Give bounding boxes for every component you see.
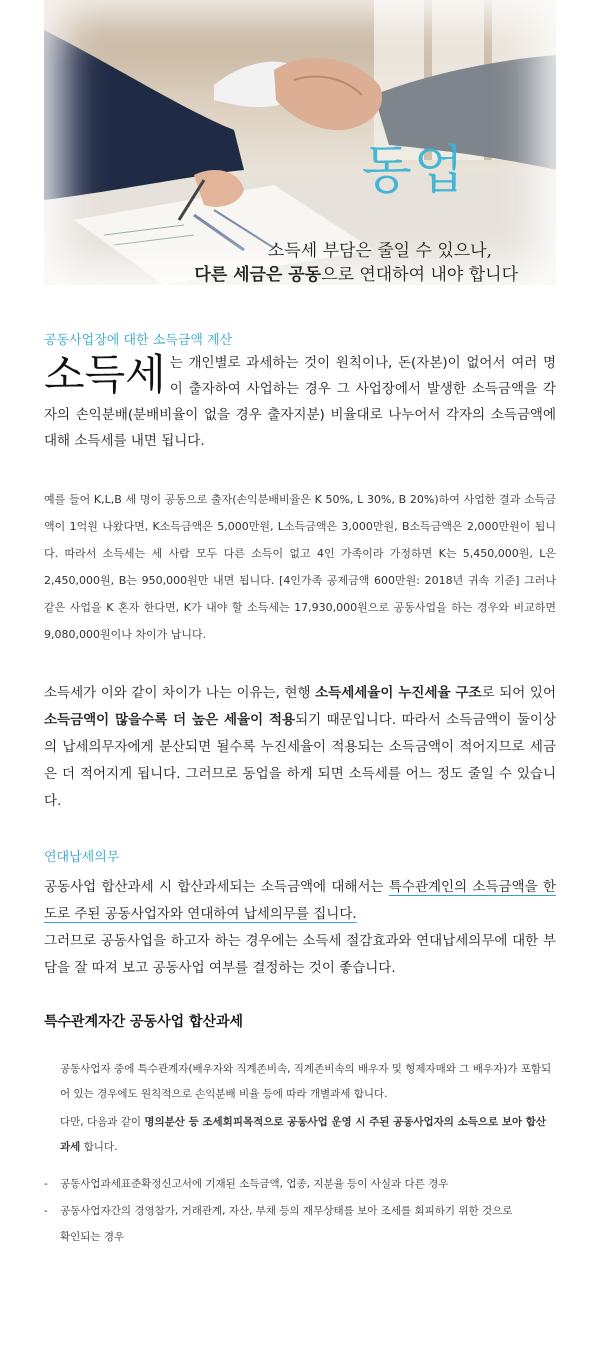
dropcap: 소득세 [44,350,166,399]
example-paragraph: 예를 들어 K,L,B 세 명이 공동으로 출자(손익분배비율은 K 50%, L 30%, B 20%)하여 사업한 결과 소득금액이 1억원 나왔다면, K소득금액은 5,000만원, L소득금액은 3,000만원, B소득금액은 2,000만원이 됩니다. 따라서 소득세는 세 사람 모두 다른 소득이 없고 4인 가족이라 가정하면 K는 5,450,000원, L은 2,450,000원, B는 950,000원만 내면 됩니다. [4인가족 공제금액 600만원: 2018년 귀속 기준] 그러나 같은 사업을 K 혼자 한다면, K가 내야 할 소득세는 17,930,000원으로 공동사업을 하는 경우와 비교하면 9,080,000원이나 차이가 납니다. [44,493,556,641]
reason-text-1: 소득세가 이와 같이 차이가 나는 이유는, 현행 [44,685,316,701]
joint-underlined-text: 특수관계인의 소득금액을 한도로 주된 공동사업자와 연대하여 납세의무를 집니다. [44,879,556,922]
note2-bold: 명의분산 등 조세회피목적으로 공동사업 운영 시 주된 공동사업자의 소득으로 보아 합산과세 [60,1116,547,1153]
hero-caption-line1: 소득세 부담은 줄일 수 있으나, [267,241,492,261]
bullet-dash: - [44,1178,48,1190]
hero-word: 동업 [361,141,466,201]
section-title-special-relation: 특수관계자간 공동사업 합산과세 [44,1014,244,1030]
bullet-text-1: 공동사업과세표준확정신고서에 기재된 소득금액, 업종, 지분율 등이 사실과 다른 경우 [60,1178,449,1190]
reason-paragraph [44,680,556,815]
hero-caption-bold: 다른 세금은 공동 [194,265,322,285]
bullet-dash: - [44,1205,48,1217]
joint-liability-paragraph-2: 그러므로 공동사업을 하고자 하는 경우에는 소득세 절감효과와 연대납세의무에 대한 부담을 잘 따져 보고 공동사업 여부를 결정하는 것이 좋습니다. [44,933,556,976]
section-title-joint-liability: 연대납세의무 [44,850,120,865]
bullet-text-2-cont: 확인되는 경우 [60,1231,125,1243]
hero-caption-line2 [44,260,556,285]
hero-banner [44,0,556,285]
note-paragraph-1: 공동사업자 중에 특수관계자(배우자와 직계존비속, 직계존비속의 배우자 및 형제자매와 그 배우자)가 포함되어 있는 경우에도 원칙적으로 손익분배 비율 등에 따라 개별과세 합니다. [60,1063,552,1100]
note2-end: 합니다. [80,1141,118,1153]
note-paragraph-2 [60,1110,556,1160]
section-title-income-calc: 공동사업장에 대한 소득금액 계산 [44,333,233,348]
bullet-text-2: 공동사업자간의 경영참가, 거래관계, 자산, 부채 등의 재무상태를 보아 조세를 회피하기 위한 것으로 [60,1205,513,1217]
bullet-item-2 [44,1198,556,1250]
bullet-item-1 [44,1171,556,1197]
reason-text-2: 로 되어 있어 [481,685,556,701]
hero-caption-rest: 으로 연대하여 내야 합니다 [321,265,518,285]
reason-bold-2: 소득금액이 많을수록 더 높은 세율이 적용 [44,712,296,728]
intro-paragraph [44,350,556,454]
joint-text: 공동사업 합산과세 시 합산과세되는 소득금액에 대해서는 [44,879,389,895]
reason-bold-1: 소득세세율이 누진세율 구조 [315,685,482,701]
reason-text-3: 되기 때문입니다. 따라서 소득금액이 둘이상의 납세의무자에게 분산되면 될수록 누진세율이 적용되는 소득금액이 적어지므로 세금은 더 적어지게 됩니다. 그러므로 동업을 하게 되면 소득세를 어느 정도 줄일 수 있습니다. [44,712,556,809]
intro-text: 는 개인별로 과세하는 것이 원칙이나, 돈(자본)이 없어서 여러 명이 출자하여 사업하는 경우 그 사업장에서 발생한 소득금액을 각자의 손익분배(분배비율이 없을 경우 출자지분) 비율대로 나누어서 각자의 소득금액에 대해 소득세를 내면 됩니다. [44,355,556,449]
joint-liability-paragraph-1 [44,874,556,928]
note2-text: 다만, 다음과 같이 [60,1116,145,1128]
